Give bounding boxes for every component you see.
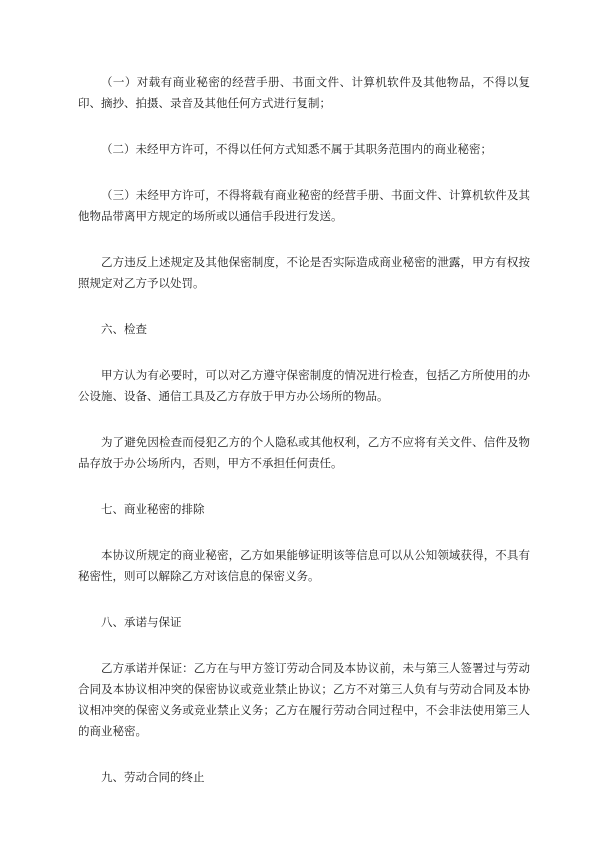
clause-paragraph: 为了避免因检查而侵犯乙方的个人隐私或其他权利，乙方不应将有关文件、信件及物品存放于办公场所内，否则，甲方不承担任何责任。: [78, 435, 530, 470]
clause-paragraph: （三）未经甲方许可，不得将载有商业秘密的经营手册、书面文件、计算机软件及其他物品带离甲方规定的场所或以通信手段进行发送。: [78, 188, 530, 223]
clause-paragraph: 甲方认为有必要时，可以对乙方遵守保密制度的情况进行检查，包括乙方所使用的办公设施、设备、通信工具及乙方存放于甲方办公场所的物品。: [78, 368, 530, 403]
clause-paragraph: 乙方承诺并保证：乙方在与甲方签订劳动合同及本协议前，未与第三人签署过与劳动合同及本协议相冲突的保密协议或竞业禁止协议；乙方不对第三人负有与劳动合同及本协议相冲突的保密义务或竞业禁止义务；乙方在履行劳动合同过程中，不会非法使用第三人的商业秘密。: [78, 661, 530, 738]
section-heading: 七、商业秘密的排除: [101, 502, 205, 516]
document-body: [78, 72, 530, 813]
section-heading: 九、劳动合同的终止: [101, 770, 205, 784]
section-heading: 六、检查: [101, 322, 147, 336]
clause-paragraph: （一）对载有商业秘密的经营手册、书面文件、计算机软件及其他物品，不得以复印、摘抄、拍摄、录音及其他任何方式进行复制；: [78, 75, 530, 110]
clause-paragraph: 乙方违反上述规定及其他保密制度，不论是否实际造成商业秘密的泄露，甲方有权按照规定对乙方予以处罚。: [78, 255, 530, 290]
section-heading: 八、承诺与保证: [101, 615, 182, 629]
clause-paragraph: 本协议所规定的商业秘密，乙方如果能够证明该等信息可以从公知领域获得，不具有秘密性，则可以解除乙方对该信息的保密义务。: [78, 548, 530, 583]
clause-paragraph: （二）未经甲方许可，不得以任何方式知悉不属于其职务范围内的商业秘密；: [101, 142, 492, 156]
